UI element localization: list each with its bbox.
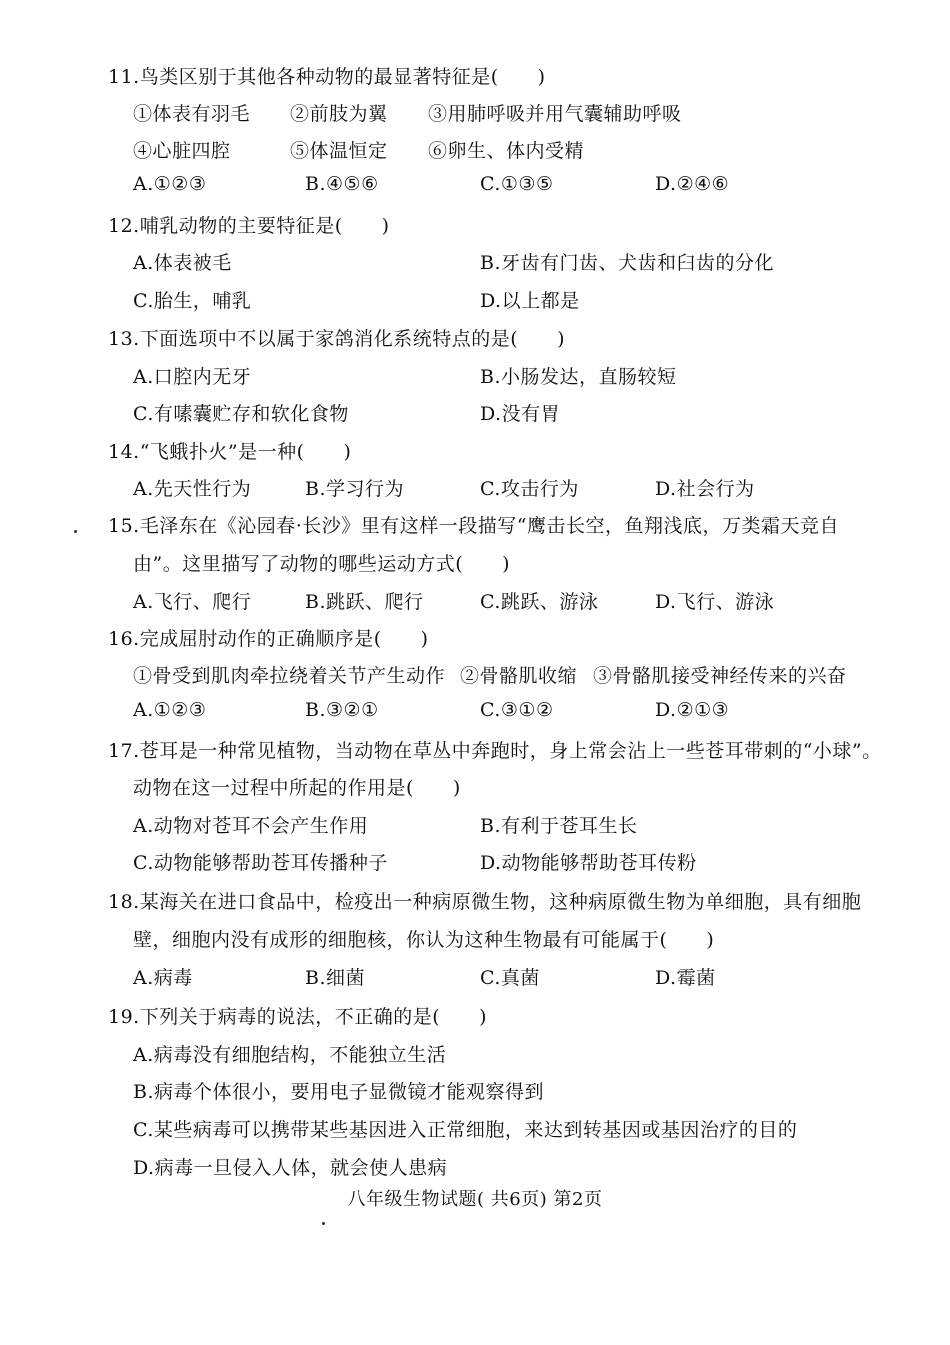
question-19-stem: 19.下列关于病毒的说法，不正确的是( ) — [108, 1006, 488, 1028]
q11-item-6: ⑥卵生、体内受精 — [428, 140, 585, 162]
q15-option-d: D.飞行、游泳 — [655, 591, 775, 613]
scan-speck — [322, 1222, 325, 1225]
question-12-stem: 12.哺乳动物的主要特征是( ) — [108, 215, 390, 237]
q19-option-d: D.病毒一旦侵入人体，就会使人患病 — [133, 1157, 448, 1179]
q16-item-1: ①骨受到肌肉牵拉绕着关节产生动作 — [133, 665, 446, 687]
q12-option-a: A.体表被毛 — [133, 252, 232, 274]
q11-item-1: ①体表有羽毛 — [133, 103, 251, 125]
question-11-stem: 11.鸟类区别于其他各种动物的最显著特征是( ) — [108, 66, 546, 88]
question-15-stem-line-2: 由”。这里描写了动物的哪些运动方式( ) — [133, 553, 511, 575]
q11-option-d: D.②④⑥ — [655, 173, 730, 195]
q16-item-2: ②骨骼肌收缩 — [460, 665, 578, 687]
question-14-stem: 14.“飞蛾扑火”是一种( ) — [108, 441, 352, 463]
q18-option-c: C.真菌 — [480, 967, 540, 989]
q15-option-a: A.飞行、爬行 — [133, 591, 252, 613]
q13-option-d: D.没有胃 — [480, 403, 561, 425]
q19-option-a: A.病毒没有细胞结构，不能独立生活 — [133, 1044, 447, 1066]
q11-item-2: ②前肢为翼 — [290, 103, 388, 125]
question-13-stem: 13.下面选项中不以属于家鸽消化系统特点的是( ) — [108, 328, 566, 350]
q19-option-b: B.病毒个体很小，要用电子显微镜才能观察得到 — [133, 1081, 545, 1103]
q14-option-d: D.社会行为 — [655, 478, 755, 500]
q18-option-b: B.细菌 — [305, 967, 366, 989]
q11-item-5: ⑤体温恒定 — [290, 140, 388, 162]
question-15-stem-line-1: 15.毛泽东在《沁园春·长沙》里有这样一段描写“鹰击长空，鱼翔浅底，万类霜天竞自 — [108, 515, 839, 537]
q16-option-c: C.③①② — [480, 699, 554, 721]
q16-option-b: B.③②① — [305, 699, 379, 721]
q17-option-a: A.动物对苍耳不会产生作用 — [133, 815, 369, 837]
q13-option-b: B.小肠发达，直肠较短 — [480, 366, 677, 388]
scan-speck — [74, 530, 77, 533]
q11-option-a: A.①②③ — [133, 173, 207, 195]
q15-option-b: B.跳跃、爬行 — [305, 591, 424, 613]
page-footer: 八年级生物试题( 共6页) 第2页 — [347, 1189, 603, 1210]
q11-item-3: ③用肺呼吸并用气囊辅助呼吸 — [428, 103, 682, 125]
q16-option-a: A.①②③ — [133, 699, 207, 721]
question-16-stem: 16.完成屈肘动作的正确顺序是( ) — [108, 628, 429, 650]
q11-item-4: ④心脏四腔 — [133, 140, 231, 162]
q12-option-c: C.胎生，哺乳 — [133, 290, 252, 312]
q18-option-d: D.霉菌 — [655, 967, 716, 989]
q11-option-b: B.④⑤⑥ — [305, 173, 379, 195]
q11-option-c: C.①③⑤ — [480, 173, 554, 195]
question-17-stem-line-1: 17.苍耳是一种常见植物，当动物在草丛中奔跑时，身上常会沾上一些苍耳带刺的“小球”。 — [108, 740, 882, 762]
q12-option-b: B.牙齿有门齿、犬齿和臼齿的分化 — [480, 252, 775, 274]
question-18-stem-line-2: 壁，细胞内没有成形的细胞核，你认为这种生物最有可能属于( ) — [133, 929, 715, 951]
q16-option-d: D.②①③ — [655, 699, 730, 721]
q13-option-a: A.口腔内无牙 — [133, 366, 252, 388]
q17-option-c: C.动物能够帮助苍耳传播种子 — [133, 852, 388, 874]
q14-option-b: B.学习行为 — [305, 478, 405, 500]
q12-option-d: D.以上都是 — [480, 290, 580, 312]
question-18-stem-line-1: 18.某海关在进口食品中，检疫出一种病原微生物，这种病原微生物为单细胞，具有细胞 — [108, 891, 862, 913]
q17-option-b: B.有利于苍耳生长 — [480, 815, 638, 837]
q14-option-a: A.先天性行为 — [133, 478, 252, 500]
question-17-stem-line-2: 动物在这一过程中所起的作用是( ) — [133, 777, 461, 799]
q13-option-c: C.有嗉囊贮存和软化食物 — [133, 403, 349, 425]
q16-item-3: ③骨骼肌接受神经传来的兴奋 — [593, 665, 847, 687]
q18-option-a: A.病毒 — [133, 967, 193, 989]
q14-option-c: C.攻击行为 — [480, 478, 579, 500]
q15-option-c: C.跳跃、游泳 — [480, 591, 599, 613]
q19-option-c: C.某些病毒可以携带某些基因进入正常细胞，来达到转基因或基因治疗的目的 — [133, 1119, 798, 1141]
q17-option-d: D.动物能够帮助苍耳传粉 — [480, 852, 697, 874]
